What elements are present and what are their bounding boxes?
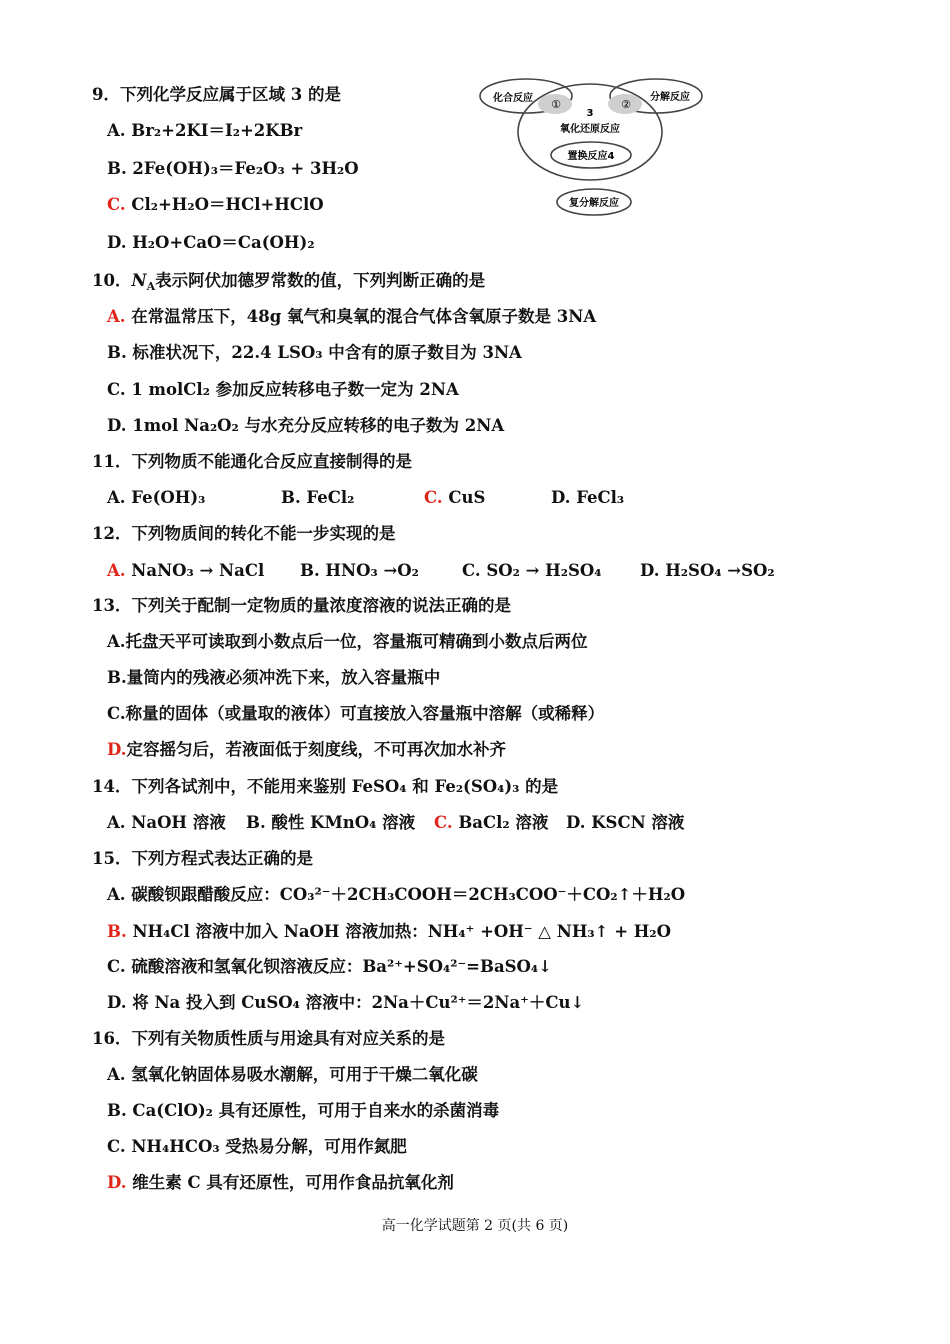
q12-option-c: C. SO₂ → H₂SO₄ <box>462 561 602 580</box>
q15-option-b-text: NH₄Cl 溶液中加入 NaOH 溶液加热：NH₄⁺ +OH⁻ △ NH₃↑ + H₂O <box>126 922 671 941</box>
redox-label: 氧化还原反应 <box>560 124 620 135</box>
q10-option-a-text: 在常温常压下，48g 氧气和臭氧的混合气体含氧原子数是 3NA <box>125 307 597 326</box>
q9-option-c <box>107 194 324 216</box>
q12-option-d: D. H₂SO₄ →SO₂ <box>640 561 775 580</box>
q14-option-c-text: BaCl₂ 溶液 <box>452 813 549 832</box>
q9-option-d: D. H₂O+CaO＝Ca(OH)₂ <box>107 233 315 252</box>
answer-letter: C. <box>434 813 453 832</box>
q15-stem: 15．下列方程式表达正确的是 <box>92 849 313 868</box>
q14-stem: 14．下列各试剂中，不能用来鉴别 FeSO₄ 和 Fe₂(SO₄)₃ 的是 <box>92 777 559 796</box>
q9-option-b: B. 2Fe(OH)₃＝Fe₂O₃ + 3H₂O <box>107 159 359 178</box>
q13-option-a: A.托盘天平可读取到小数点后一位，容量瓶可精确到小数点后两位 <box>107 632 588 651</box>
double-decomposition-label: 复分解反应 <box>569 198 619 209</box>
answer-letter: A. <box>107 307 126 326</box>
q9-stem: 9．下列化学反应属于区域 3 的是 <box>92 85 341 104</box>
q14-option-c <box>434 812 548 834</box>
q10-na-subscript: A <box>146 280 156 293</box>
q10-option-d: D. 1mol Na₂O₂ 与水充分反应转移的电子数为 2NA <box>107 416 505 435</box>
q13-option-b: B.量筒内的残液必须冲洗下来，放入容量瓶中 <box>107 668 441 687</box>
q12-stem: 12．下列物质间的转化不能一步实现的是 <box>92 524 396 543</box>
q11-option-c-text: CuS <box>442 488 486 507</box>
q12-option-a <box>107 560 264 582</box>
q16-option-a: A. 氢氧化钠固体易吸水潮解，可用于干燥二氧化碳 <box>107 1065 478 1084</box>
q16-stem: 16．下列有关物质性质与用途具有对应关系的是 <box>92 1029 445 1048</box>
q10-option-c: C. 1 molCl₂ 参加反应转移电子数一定为 2NA <box>107 380 459 399</box>
q15-option-d: D. 将 Na 投入到 CuSO₄ 溶液中：2Na＋Cu²⁺＝2Na⁺＋Cu↓ <box>107 993 585 1012</box>
q11-option-b: B. FeCl₂ <box>281 488 355 507</box>
q10-stem <box>92 270 485 298</box>
q11-stem: 11．下列物质不能通化合反应直接制得的是 <box>92 452 412 471</box>
q16-option-b: B. Ca(ClO)₂ 具有还原性，可用于自来水的杀菌消毒 <box>107 1101 500 1120</box>
q13-stem: 13．下列关于配制一定物质的量浓度溶液的说法正确的是 <box>92 596 511 615</box>
displacement-label: 置换反应4 <box>567 151 615 162</box>
q14-option-a: A. NaOH 溶液 <box>107 813 226 832</box>
q11-option-c <box>424 487 485 509</box>
q15-option-c: C. 硫酸溶液和氢氧化钡溶液反应：Ba²⁺+SO₄²⁻=BaSO₄↓ <box>107 957 552 976</box>
region-1-label: ① <box>551 98 561 111</box>
q15-option-b <box>107 921 671 943</box>
q9-option-c-text: Cl₂+H₂O＝HCl+HClO <box>125 195 324 214</box>
q16-option-d <box>107 1172 454 1194</box>
q14-option-b: B. 酸性 KMnO₄ 溶液 <box>246 813 416 832</box>
answer-letter: C. <box>107 195 126 214</box>
answer-letter: C. <box>424 488 443 507</box>
q9-option-a: A. Br₂+2KI＝I₂+2KBr <box>107 121 303 140</box>
q10-number: 10． <box>92 271 132 290</box>
q11-option-a: A. Fe(OH)₃ <box>107 488 206 507</box>
q10-option-b: B. 标准状况下，22.4 LSO₃ 中含有的原子数目为 3NA <box>107 343 522 362</box>
reaction-classification-diagram <box>478 76 718 226</box>
page-footer: 高一化学试题第 2 页(共 6 页) <box>381 1218 569 1234</box>
q13-option-d <box>107 739 506 761</box>
q10-option-a <box>107 306 596 328</box>
q12-option-a-text: NaNO₃ → NaCl <box>125 561 265 580</box>
combination-label: 化合反应 <box>493 93 533 104</box>
q10-stem-text: 表示阿伏加德罗常数的值，下列判断正确的是 <box>155 271 486 290</box>
answer-letter: D. <box>107 740 127 759</box>
answer-letter: D. <box>107 1173 127 1192</box>
q12-option-b: B. HNO₃ →O₂ <box>300 561 419 580</box>
q16-option-c: C. NH₄HCO₃ 受热易分解，可用作氮肥 <box>107 1137 407 1156</box>
q13-option-c: C.称量的固体（或量取的液体）可直接放入容量瓶中溶解（或稀释） <box>107 704 605 723</box>
decomposition-label: 分解反应 <box>650 92 690 103</box>
region-2-label: ② <box>621 98 631 111</box>
q13-option-d-text: 定容摇匀后，若液面低于刻度线，不可再次加水补齐 <box>126 740 506 759</box>
q14-option-d: D. KSCN 溶液 <box>566 813 685 832</box>
region-3-label: 3 <box>586 108 594 119</box>
q15-option-a: A. 碳酸钡跟醋酸反应：CO₃²⁻＋2CH₃COOH＝2CH₃COO⁻＋CO₂↑＋H₂O <box>107 885 686 904</box>
q16-option-d-text: 维生素 C 具有还原性，可用作食品抗氧化剂 <box>126 1173 454 1192</box>
q11-option-d: D. FeCl₃ <box>551 488 625 507</box>
answer-letter: A. <box>107 561 126 580</box>
answer-letter: B. <box>107 922 127 941</box>
q10-na-symbol: N <box>131 271 147 290</box>
